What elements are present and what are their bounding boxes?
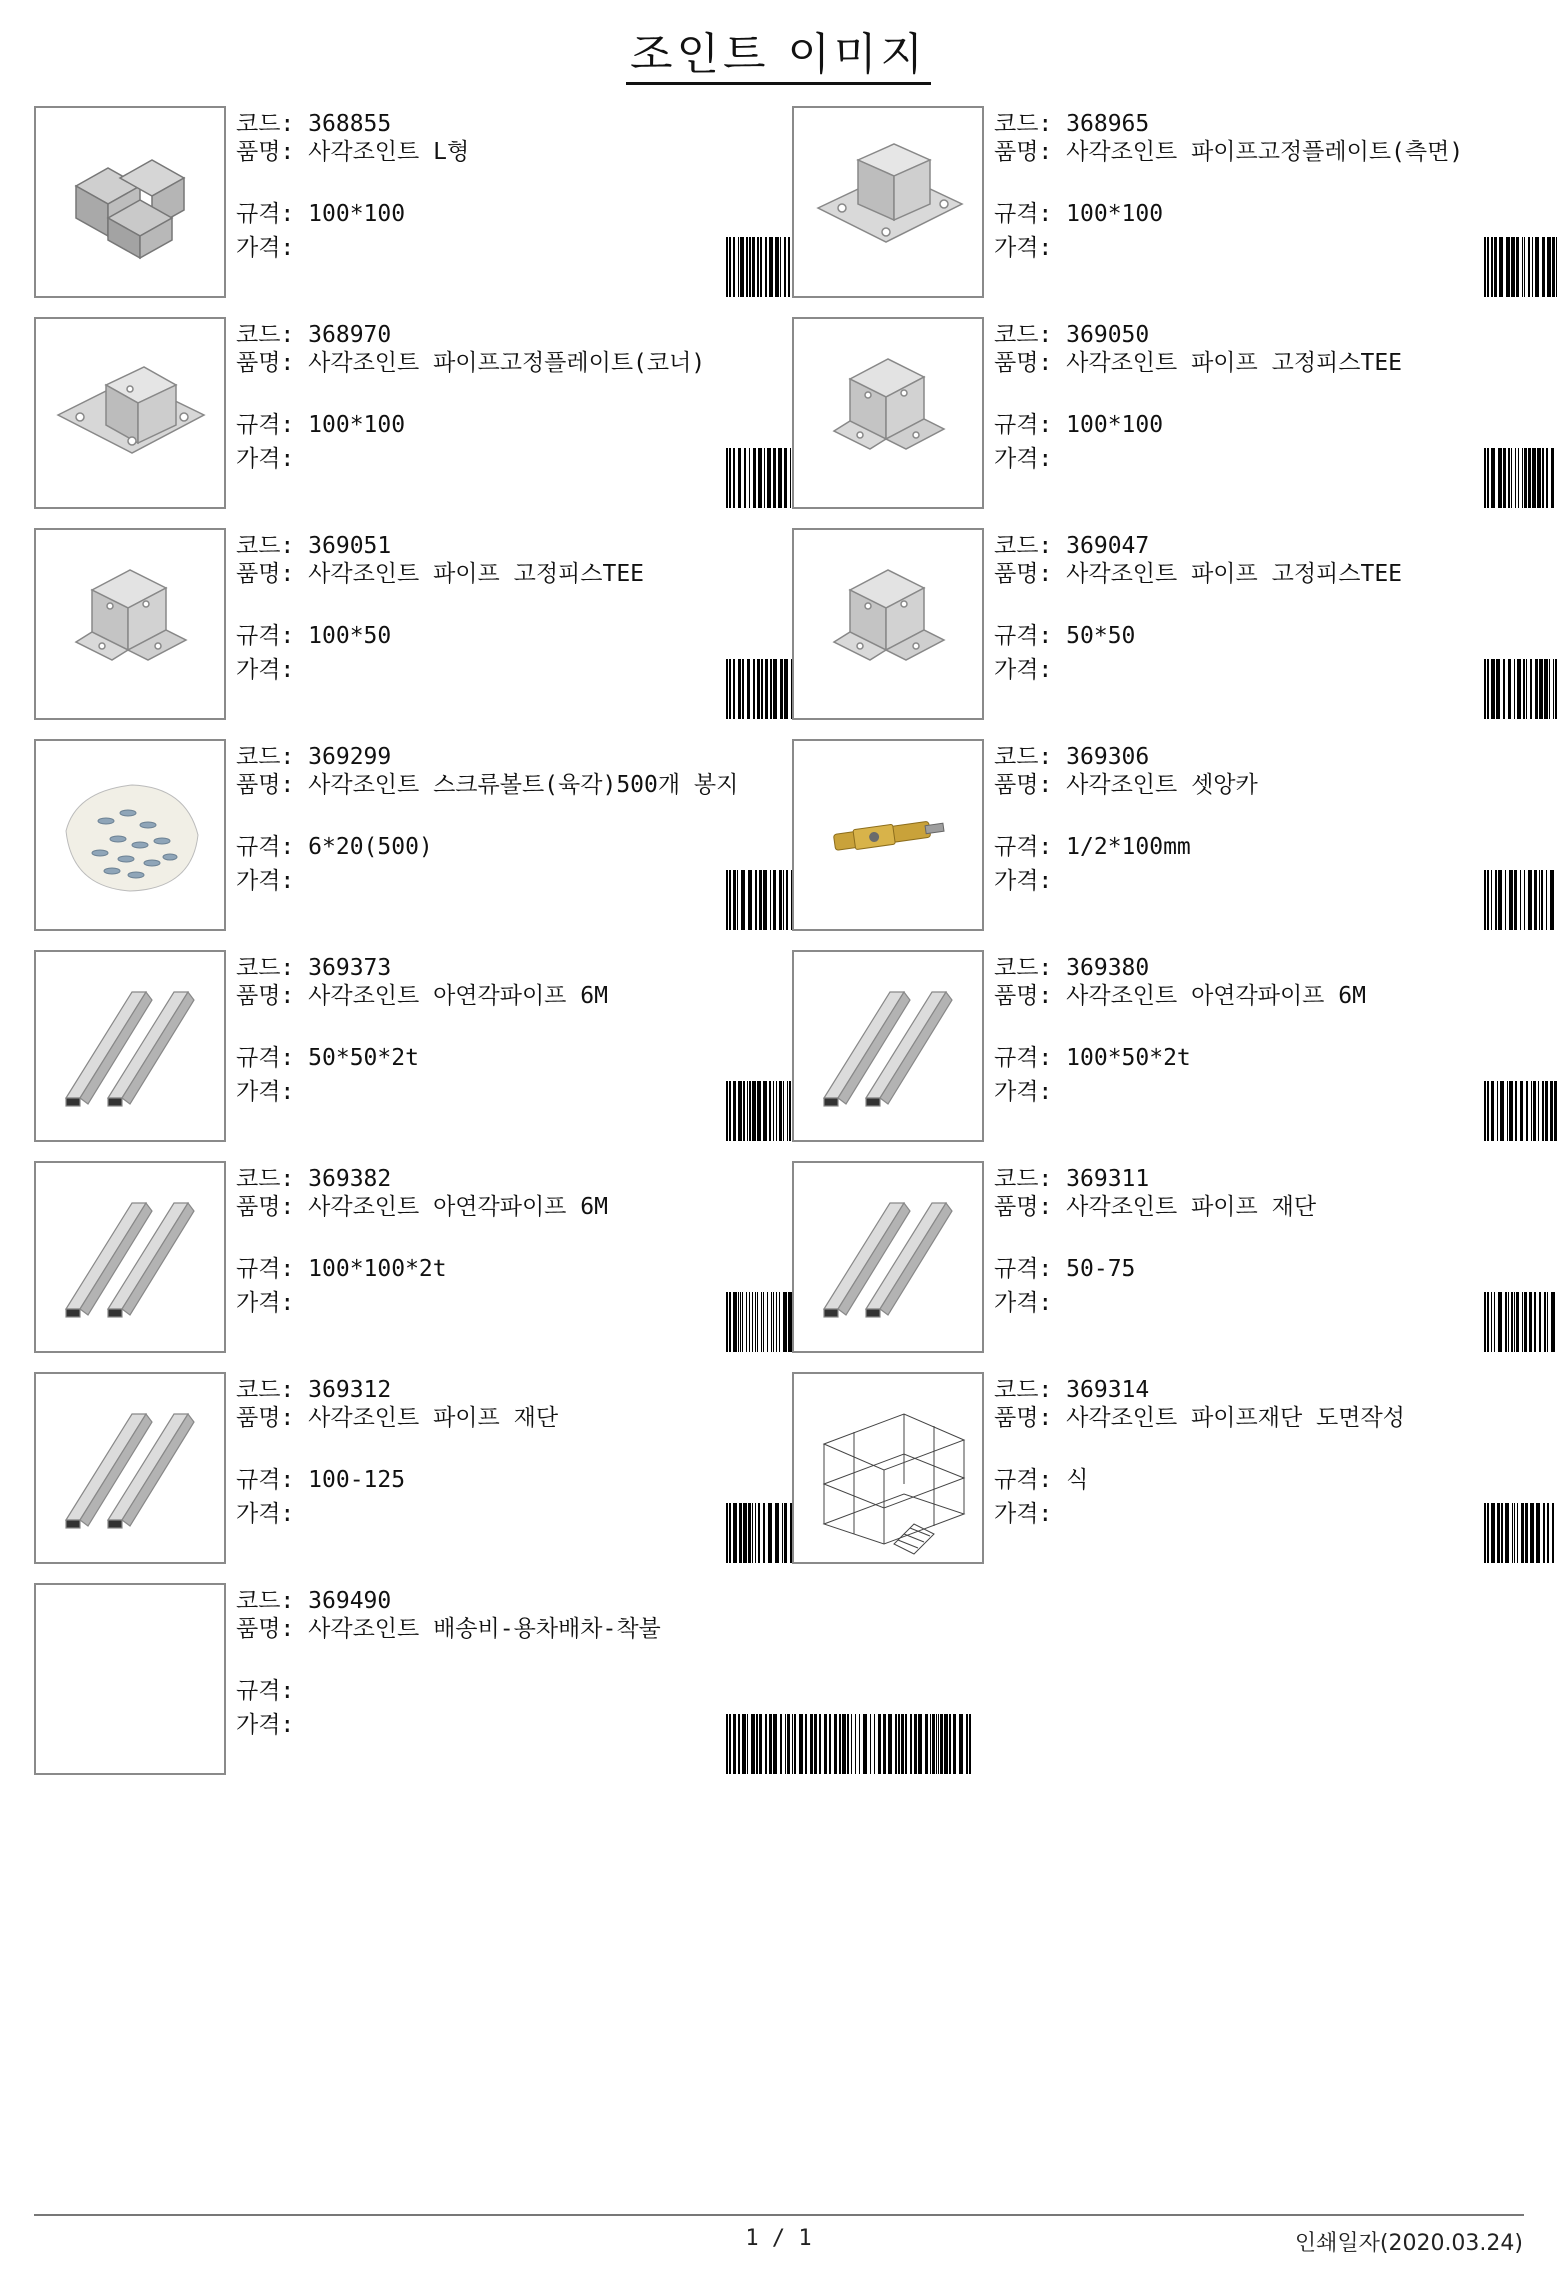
product-spec: 100*100: [1066, 412, 1164, 438]
product-card: [792, 739, 1534, 931]
name-label: 품명:: [994, 772, 1053, 798]
product-name: 사각조인트 파이프 고정피스TEE: [308, 561, 645, 587]
product-code-row: [236, 1375, 391, 1405]
spec-label: 규격:: [236, 1256, 295, 1282]
product-name-row: [236, 1616, 766, 1643]
name-label: 품명:: [236, 561, 295, 587]
product-price-row: [236, 1499, 294, 1529]
product-code-row: [236, 742, 391, 772]
tee-bracket-image: [794, 530, 982, 718]
product-code-row: [994, 1164, 1149, 1194]
price-label: 가격:: [236, 868, 295, 894]
product-price-row: [994, 1288, 1052, 1318]
product-card: [792, 950, 1534, 1142]
code-label: 코드:: [994, 322, 1053, 348]
name-label: 품명:: [236, 1405, 295, 1431]
product-image: [34, 739, 226, 931]
product-spec-row: [994, 621, 1135, 651]
product-name-row: [994, 350, 1524, 377]
product-code: 369382: [308, 1166, 392, 1192]
product-spec-row: [236, 1043, 419, 1073]
product-name-row: [236, 139, 766, 166]
product-spec-row: [236, 1465, 405, 1495]
code-label: 코드:: [236, 533, 295, 559]
product-card: [34, 739, 776, 931]
product-code: 368855: [308, 111, 392, 137]
screw-bag-image: [36, 741, 224, 929]
spec-label: 규격:: [994, 834, 1053, 860]
product-code-row: [236, 320, 391, 350]
square-pipe-image: [36, 1374, 224, 1562]
product-spec-row: [236, 410, 405, 440]
spec-label: 규격:: [994, 1467, 1053, 1493]
product-spec: 50*50*2t: [308, 1045, 419, 1071]
product-name-row: [236, 772, 766, 799]
product-spec: 50-75: [1066, 1256, 1136, 1282]
square-pipe-image: [794, 952, 982, 1140]
product-code: 369314: [1066, 1377, 1150, 1403]
product-card: [34, 1372, 776, 1564]
name-label: 품명:: [994, 983, 1053, 1009]
name-label: 품명:: [236, 350, 295, 376]
square-pipe-image: [36, 1163, 224, 1351]
code-label: 코드:: [236, 322, 295, 348]
price-label: 가격:: [994, 235, 1053, 261]
product-price-row: [236, 444, 294, 474]
price-label: 가격:: [994, 1501, 1053, 1527]
code-label: 코드:: [994, 1166, 1053, 1192]
page-title: 조인트 이미지: [0, 18, 1557, 82]
name-label: 품명:: [994, 350, 1053, 376]
product-price-row: [994, 444, 1052, 474]
spec-label: 규격:: [994, 412, 1053, 438]
product-code: 369047: [1066, 533, 1150, 559]
product-name: 사각조인트 파이프 재단: [1066, 1194, 1317, 1220]
product-image: [792, 106, 984, 298]
product-price-row: [236, 233, 294, 263]
product-spec: 1/2*100mm: [1066, 834, 1191, 860]
product-spec-row: [994, 1254, 1135, 1284]
name-label: 품명:: [236, 772, 295, 798]
product-name: 사각조인트 파이프고정플레이트(측면): [1066, 139, 1464, 165]
product-price-row: [994, 655, 1052, 685]
spec-label: 규격:: [994, 201, 1053, 227]
barcode: [1482, 237, 1557, 297]
product-code-row: [236, 109, 391, 139]
product-image: [34, 950, 226, 1142]
tee-bracket-image: [794, 319, 982, 507]
product-spec: 100*50*2t: [1066, 1045, 1191, 1071]
code-label: 코드:: [236, 744, 295, 770]
name-label: 품명:: [994, 139, 1053, 165]
product-card: [34, 1583, 776, 1775]
name-label: 품명:: [994, 561, 1053, 587]
price-label: 가격:: [236, 1712, 295, 1738]
price-label: 가격:: [994, 868, 1053, 894]
name-label: 품명:: [236, 1616, 295, 1642]
code-label: 코드:: [236, 111, 295, 137]
product-price-row: [994, 1499, 1052, 1529]
product-name-row: [236, 561, 766, 588]
spec-label: 규격:: [236, 1678, 295, 1704]
product-name-row: [236, 1405, 766, 1432]
product-spec-row: [236, 199, 405, 229]
price-label: 가격:: [994, 1290, 1053, 1316]
product-code: 369490: [308, 1588, 392, 1614]
footer-divider: [34, 2214, 1524, 2216]
product-name-row: [236, 350, 766, 377]
empty-image: [36, 1585, 224, 1773]
product-spec: 6*20(500): [308, 834, 433, 860]
code-label: 코드:: [236, 1588, 295, 1614]
page-number: 1 / 1: [745, 2226, 812, 2251]
product-price-row: [994, 1077, 1052, 1107]
product-name-row: [236, 983, 766, 1010]
product-spec: 100-125: [308, 1467, 406, 1493]
price-label: 가격:: [236, 1079, 295, 1105]
price-label: 가격:: [236, 1501, 295, 1527]
product-code-row: [236, 1164, 391, 1194]
price-label: 가격:: [236, 235, 295, 261]
name-label: 품명:: [994, 1405, 1053, 1431]
price-label: 가격:: [236, 446, 295, 472]
spec-label: 규격:: [236, 201, 295, 227]
product-card: [34, 106, 776, 298]
product-spec: 100*100: [308, 412, 406, 438]
product-price-row: [994, 866, 1052, 896]
product-name: 사각조인트 스크류볼트(육각)500개 봉지: [308, 772, 739, 798]
product-spec: 100*50: [308, 623, 392, 649]
square-pipe-image: [36, 952, 224, 1140]
price-label: 가격:: [236, 657, 295, 683]
product-price-row: [236, 1710, 294, 1740]
print-date: 인쇄일자(2020.03.24): [1294, 2231, 1523, 2256]
product-name-row: [994, 139, 1524, 166]
product-image: [34, 528, 226, 720]
barcode: [1482, 448, 1557, 508]
name-label: 품명:: [236, 1194, 295, 1220]
product-spec-row: [994, 1043, 1191, 1073]
code-label: 코드:: [994, 533, 1053, 559]
code-label: 코드:: [236, 1377, 295, 1403]
product-image: [792, 528, 984, 720]
product-code: 369306: [1066, 744, 1150, 770]
barcode: [1482, 870, 1557, 930]
product-code-row: [236, 1586, 391, 1616]
spec-label: 규격:: [236, 1467, 295, 1493]
product-code: 368970: [308, 322, 392, 348]
price-label: 가격:: [994, 1079, 1053, 1105]
barcode: [1482, 659, 1557, 719]
side-plate-image: [794, 108, 982, 296]
product-price-row: [236, 866, 294, 896]
structure-drawing-image: [794, 1374, 982, 1562]
l-joint-image: [36, 108, 224, 296]
product-price-row: [994, 233, 1052, 263]
product-card: [792, 528, 1534, 720]
product-image: [34, 1583, 226, 1775]
product-name: 사각조인트 파이프고정플레이트(코너): [308, 350, 706, 376]
product-name-row: [994, 1405, 1524, 1432]
product-spec-row: [994, 1465, 1088, 1495]
product-spec: 식: [1066, 1467, 1089, 1493]
product-name: 사각조인트 파이프 고정피스TEE: [1066, 350, 1403, 376]
code-label: 코드:: [236, 955, 295, 981]
product-code: 369050: [1066, 322, 1150, 348]
product-code: 369051: [308, 533, 392, 559]
name-label: 품명:: [236, 983, 295, 1009]
barcode: [1482, 1503, 1557, 1563]
product-code: 368965: [1066, 111, 1150, 137]
product-spec-row: [236, 621, 391, 651]
product-price-row: [236, 1288, 294, 1318]
product-card: [34, 528, 776, 720]
product-image: [792, 1161, 984, 1353]
product-spec: 100*100: [308, 201, 406, 227]
product-name-row: [994, 561, 1524, 588]
product-name: 사각조인트 파이프 재단: [308, 1405, 559, 1431]
product-name: 사각조인트 파이프재단 도면작성: [1066, 1405, 1405, 1431]
product-name: 사각조인트 셋앙카: [1066, 772, 1258, 798]
product-spec: 100*100: [1066, 201, 1164, 227]
product-code-row: [994, 1375, 1149, 1405]
product-spec-row: [994, 199, 1163, 229]
code-label: 코드:: [236, 1166, 295, 1192]
name-label: 품명:: [236, 139, 295, 165]
barcode: [1482, 1081, 1557, 1141]
product-image: [792, 739, 984, 931]
barcode: [1482, 1292, 1557, 1352]
product-name-row: [236, 1194, 766, 1221]
price-label: 가격:: [994, 657, 1053, 683]
code-label: 코드:: [994, 744, 1053, 770]
product-spec-row: [236, 1254, 447, 1284]
code-label: 코드:: [994, 1377, 1053, 1403]
product-card: [34, 950, 776, 1142]
product-code-row: [994, 953, 1149, 983]
anchor-bolt-image: [794, 741, 982, 929]
spec-label: 규격:: [236, 834, 295, 860]
product-spec: 50*50: [1066, 623, 1136, 649]
spec-label: 규격:: [236, 412, 295, 438]
product-image: [34, 106, 226, 298]
product-card: [34, 1161, 776, 1353]
product-code-row: [994, 320, 1149, 350]
product-spec-row: [994, 410, 1163, 440]
product-price-row: [236, 655, 294, 685]
product-name-row: [994, 1194, 1524, 1221]
product-code-row: [994, 109, 1149, 139]
product-code: 369373: [308, 955, 392, 981]
tee-bracket-image: [36, 530, 224, 718]
product-code: 369299: [308, 744, 392, 770]
name-label: 품명:: [994, 1194, 1053, 1220]
spec-label: 규격:: [994, 623, 1053, 649]
product-code-row: [994, 531, 1149, 561]
product-card: [34, 317, 776, 509]
code-label: 코드:: [994, 111, 1053, 137]
product-card: [792, 106, 1534, 298]
product-code-row: [994, 742, 1149, 772]
product-spec-row: [994, 832, 1191, 862]
product-image: [34, 317, 226, 509]
corner-plate-image: [36, 319, 224, 507]
product-price-row: [236, 1077, 294, 1107]
product-name: 사각조인트 파이프 고정피스TEE: [1066, 561, 1403, 587]
product-name-row: [994, 983, 1524, 1010]
product-image: [792, 1372, 984, 1564]
spec-label: 규격:: [236, 1045, 295, 1071]
product-code-row: [236, 531, 391, 561]
product-image: [34, 1161, 226, 1353]
product-code-row: [236, 953, 391, 983]
spec-label: 규격:: [994, 1256, 1053, 1282]
product-name: 사각조인트 배송비-용차배차-착불: [308, 1616, 661, 1642]
product-name: 사각조인트 L형: [308, 139, 470, 165]
product-spec-row: [236, 1676, 294, 1706]
product-card: [792, 1161, 1534, 1353]
spec-label: 규격:: [994, 1045, 1053, 1071]
product-image: [34, 1372, 226, 1564]
product-image: [792, 317, 984, 509]
product-image: [792, 950, 984, 1142]
price-label: 가격:: [994, 446, 1053, 472]
product-card: [792, 1372, 1534, 1564]
product-name: 사각조인트 아연각파이프 6M: [308, 1194, 608, 1220]
square-pipe-image: [794, 1163, 982, 1351]
product-code: 369311: [1066, 1166, 1150, 1192]
product-code: 369380: [1066, 955, 1150, 981]
spec-label: 규격:: [236, 623, 295, 649]
product-name: 사각조인트 아연각파이프 6M: [308, 983, 608, 1009]
product-code: 369312: [308, 1377, 392, 1403]
product-name-row: [994, 772, 1524, 799]
barcode: [724, 1714, 974, 1774]
product-card: [792, 317, 1534, 509]
code-label: 코드:: [994, 955, 1053, 981]
product-spec: 100*100*2t: [308, 1256, 447, 1282]
product-spec-row: [236, 832, 433, 862]
price-label: 가격:: [236, 1290, 295, 1316]
product-name: 사각조인트 아연각파이프 6M: [1066, 983, 1366, 1009]
